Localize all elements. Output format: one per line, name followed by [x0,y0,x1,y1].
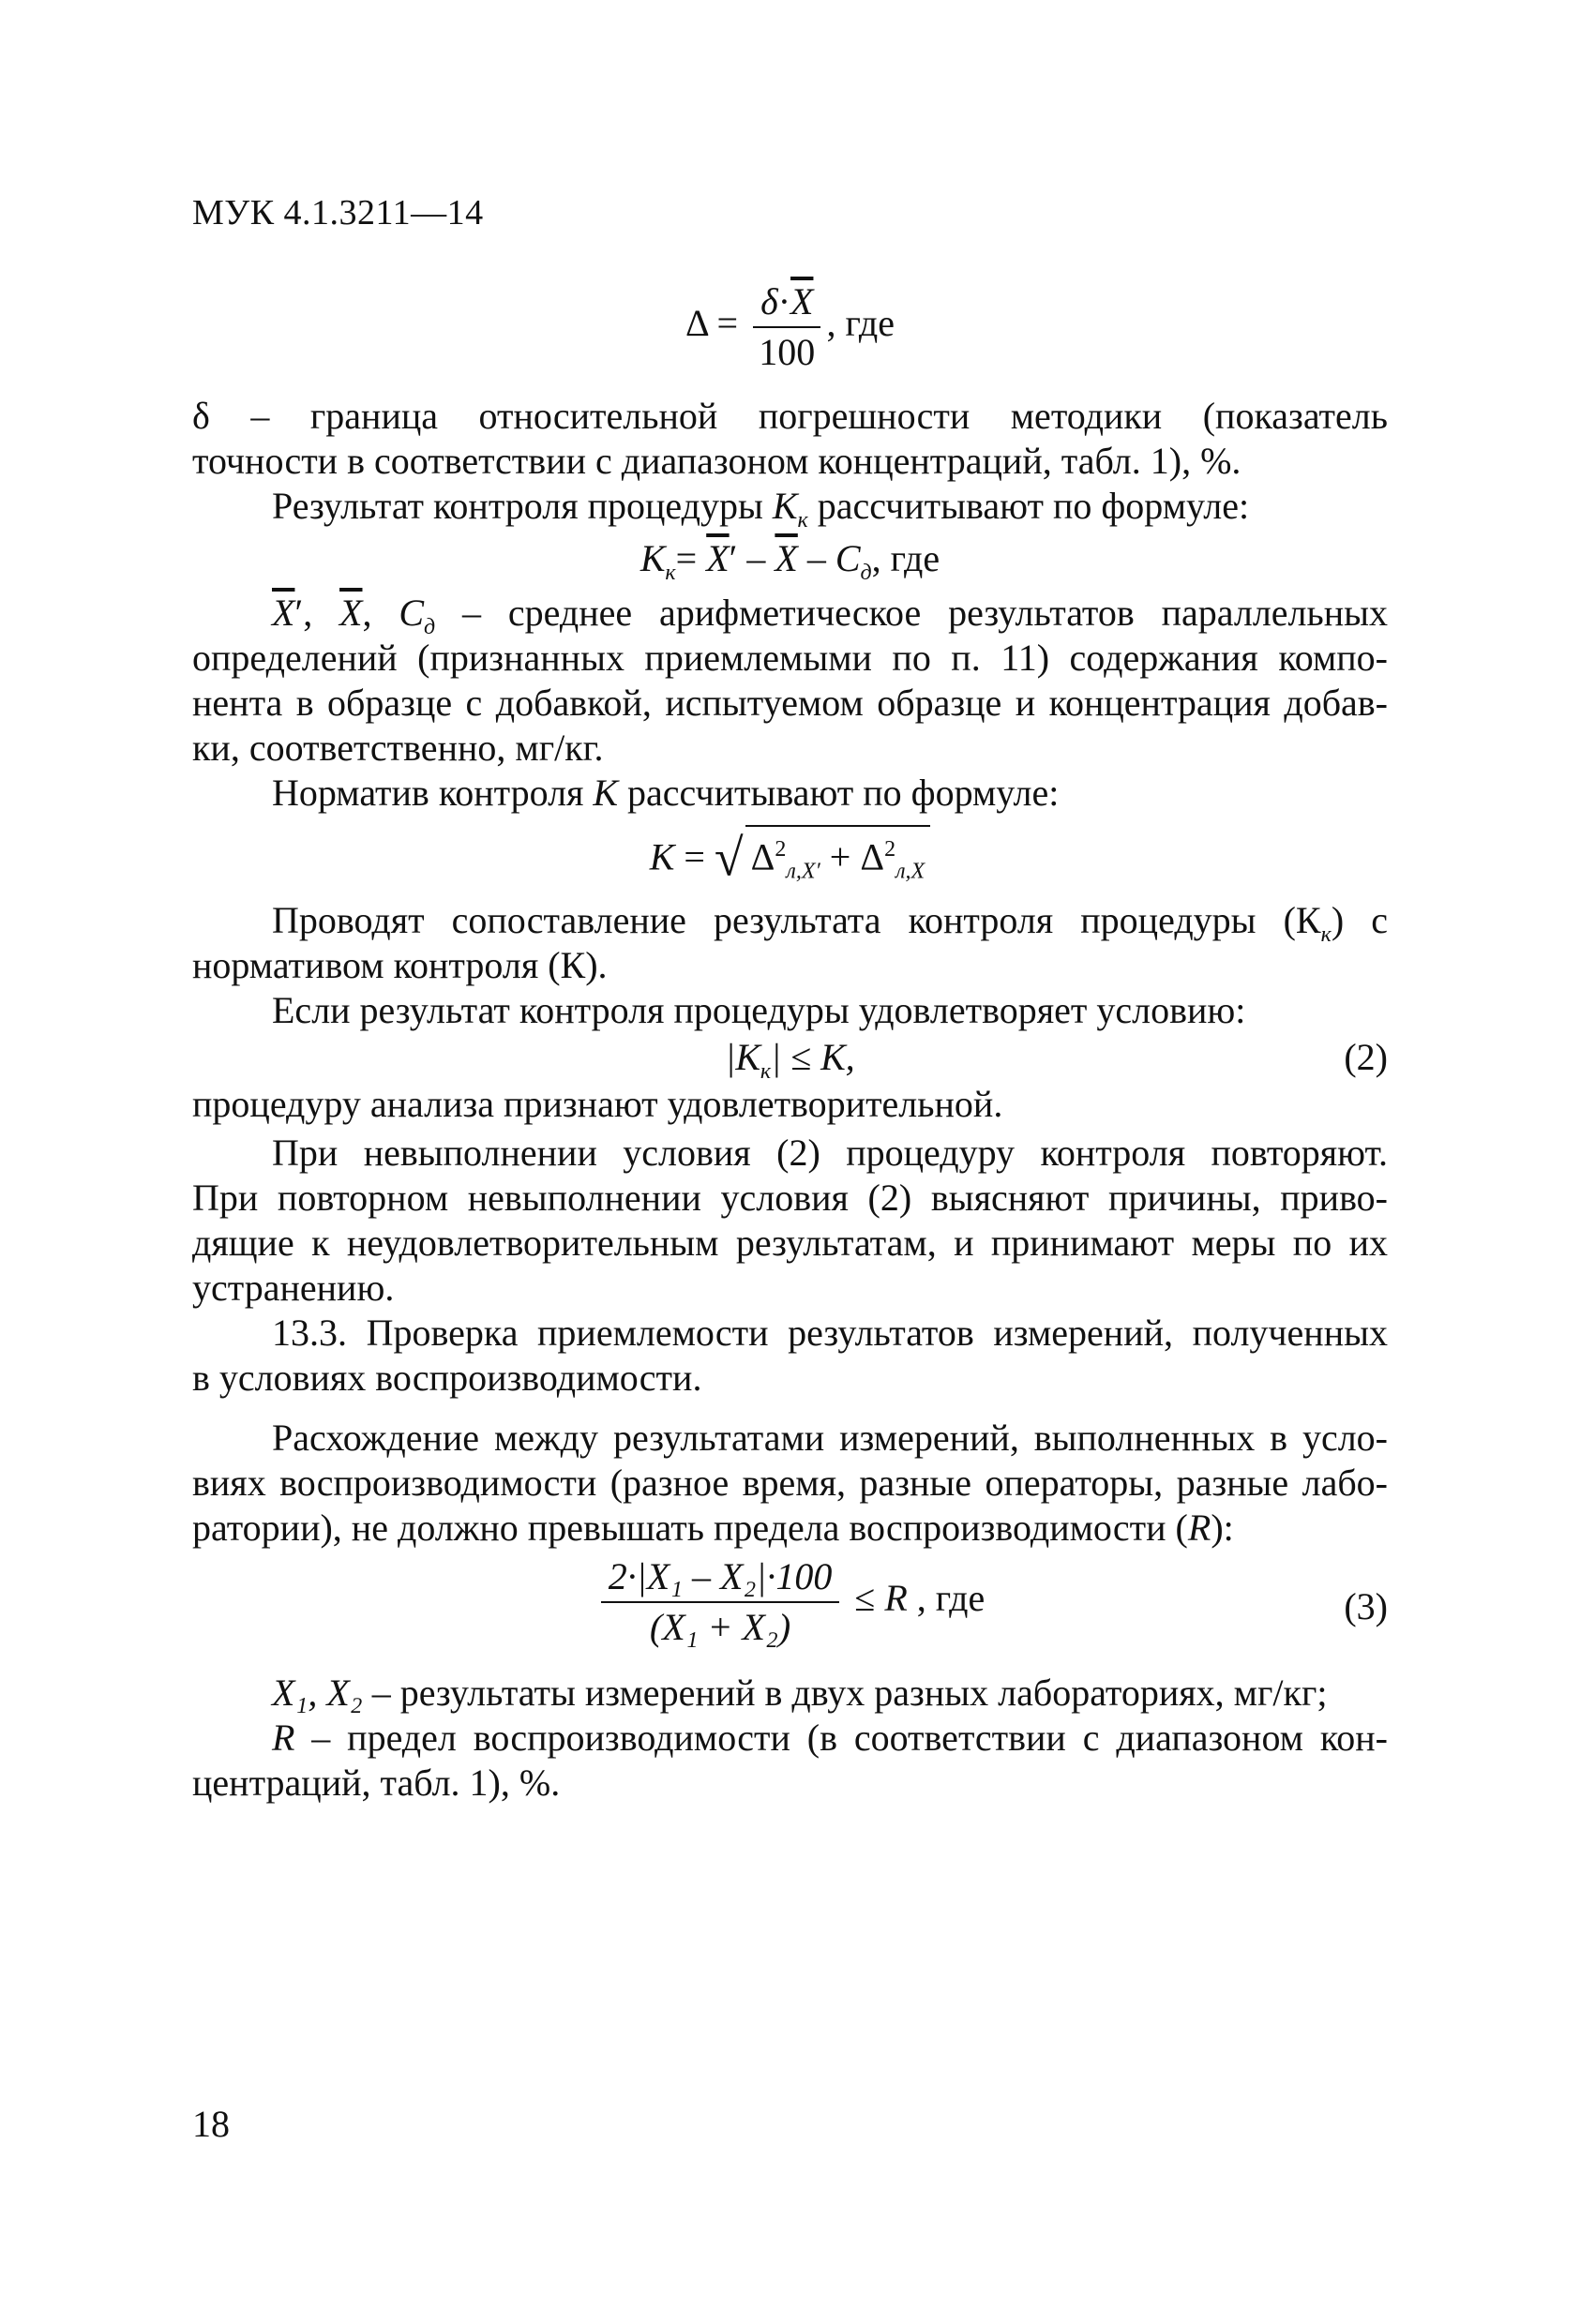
formula-kk-x2: $\overline{X}$ [775,537,798,579]
formula-k-term1-sup: 2 [775,837,787,862]
xdef-sep2: , [362,592,399,634]
kk-intro-pre: Результат контроля процедуры [272,485,773,527]
xdef-x-prime: $\overline{X}$ [272,592,295,634]
formula-kk-eq: = [675,537,707,579]
formula-k-radicand [745,825,931,893]
paragraph-condition-intro: Если результат контроля процедуры удовлетворяет условию: [272,989,1246,1031]
paragraph-k-intro [272,771,1388,816]
paragraph-satisfactory: процедуру анализа признают удовлетворительной. [192,1083,1003,1125]
document-header: МУК 4.1.3211—14 [192,193,484,232]
equation-number-2: (2) [1344,1036,1388,1078]
delta-symbol: δ [760,280,778,322]
formula-3-fraction [601,1556,840,1648]
formula-kk-c-sub: д [860,561,872,585]
formula-delta-denominator: 100 [759,331,816,373]
formula-kk-x1: $\overline{X}$ [706,537,730,579]
formula-kk-suffix: , где [871,537,940,579]
paragraph-compare-line2: нормативом контроля (К). [192,944,608,986]
paragraph-xdef-line2: определений (признанных приемлемыми по п. 11) содержания компо- [192,637,1388,679]
formula-k-term2-sup: 2 [884,837,896,862]
formula-2-sub: к [760,1059,772,1084]
k-symbol: К [593,772,618,814]
page-number: 18 [192,2103,230,2145]
section-13-3-line1: 13.3. Проверка приемлемости результатов измерений, полученных [272,1312,1388,1354]
r-def-symbol: R [272,1717,295,1759]
formula-k-term2: Δ [860,835,885,878]
compare-sub: к [1320,922,1332,947]
xdef-c-sub: д [424,615,436,639]
formula-3-suffix: , где [907,1577,986,1620]
formula-k-term1-sub: л,X′ [786,859,820,884]
formula-3-denominator: (X₁ + X₂) [649,1606,791,1648]
formula-k-term2-sub: л,X [895,859,925,884]
formula-kk-minus2: – [797,537,835,579]
divergence-pre: ратории), не должно превышать предела воспроизводимости ( [192,1507,1188,1549]
xdef-c: С [399,592,425,634]
sqrt-icon: √ [714,829,744,888]
divergence-r: R [1187,1507,1211,1549]
formula-3-rel: ≤ [845,1577,885,1620]
formula-k [192,825,1388,891]
xdef-prime: ′ [294,592,304,634]
formula-3 [192,1556,1388,1659]
kk-intro-post: рассчитывают по формуле: [807,485,1250,527]
paragraph-divergence-line1: Расхождение между результатами измерений, выполненных в усло- [272,1417,1388,1459]
paragraph-delta-line2: точности в соответствии с диапазоном концентраций, табл. 1), %. [192,440,1241,482]
formula-delta [192,281,1388,384]
formula-delta-lhs: Δ = [685,302,739,345]
xdef-rest: – среднее арифметическое результатов параллельных [435,592,1389,634]
paragraph-failure-line3: дящие к неудовлетворительным результатам, и принимают меры по их [192,1222,1388,1264]
kk-subscript: к [797,508,808,532]
paragraph-xdef-line3: нента в образце с добавкой, испытуемом образце и концентрация добав- [192,682,1388,724]
formula-2-open: |К [725,1036,760,1078]
formula-delta-numerator [753,281,820,328]
paragraph-xdef-line4: ки, соответственно, мг/кг. [192,727,604,769]
formula-k-plus: + [820,835,861,878]
paragraph-delta-line1: δ – граница относительной погрешности методики (показатель [192,395,1388,437]
section-13-3-line2: в условиях воспроизводимости. [192,1357,702,1399]
formula-3-numerator: 2·|X₁ – X₂|·100 [601,1556,840,1603]
formula-k-term1: Δ [750,835,775,878]
formula-3-r: R [884,1577,908,1620]
k-intro-post: рассчитывают по формуле: [617,772,1060,814]
paragraph-failure-line4: устранению. [192,1267,395,1309]
formula-kk-prime: ′ [729,537,738,579]
xdef-sep1: , [303,592,340,634]
formula-kk [192,536,1388,595]
formula-kk-k-sub: к [665,561,676,585]
compare-text: Проводят сопоставление результата контроля процедуры (К [272,899,1321,941]
paragraph-r-def-line1 [272,1716,1388,1761]
paragraph-divergence-line2: виях воспроизводимости (разное время, разные операторы, разные лабо- [192,1462,1388,1504]
formula-delta-suffix: , где [826,302,895,345]
paragraph-x-def [272,1671,1388,1716]
formula-kk-c: С [835,537,861,579]
formula-k-k: К [649,835,675,878]
x-def-rest: – результаты измерений в двух разных лабораториях, мг/кг; [362,1672,1328,1714]
x-def-symbols: X₁, X₂ [272,1672,363,1714]
formula-kk-k: К [640,537,666,579]
k-intro-pre: Норматив контроля [272,772,594,814]
equation-number-3: (3) [1344,1585,1388,1627]
formula-2-close: | ≤ К, [771,1036,855,1078]
kk-symbol: К [772,485,798,527]
x-bar: $\overline{X}$ [790,280,814,322]
paragraph-r-def-line2: центраций, табл. 1), %. [192,1762,561,1804]
formula-delta-fraction [753,281,820,373]
dot: · [777,280,791,322]
divergence-post: ): [1211,1507,1234,1549]
paragraph-kk-intro [272,484,1388,543]
paragraph-divergence-line3 [192,1506,1388,1551]
formula-kk-minus1: – [737,537,775,579]
xdef-x: $\overline{X}$ [339,592,363,634]
paragraph-failure-line1: При невыполнении условия (2) процедуру контроля повторяют. [272,1132,1388,1174]
compare-end: ) с [1331,899,1389,941]
r-def-rest: – предел воспроизводимости (в соответствии с диапазоном кон- [294,1717,1388,1759]
paragraph-failure-line2: При повторном невыполнении условия (2) выясняют причины, приво- [192,1177,1388,1219]
formula-k-eq: = [674,835,715,878]
